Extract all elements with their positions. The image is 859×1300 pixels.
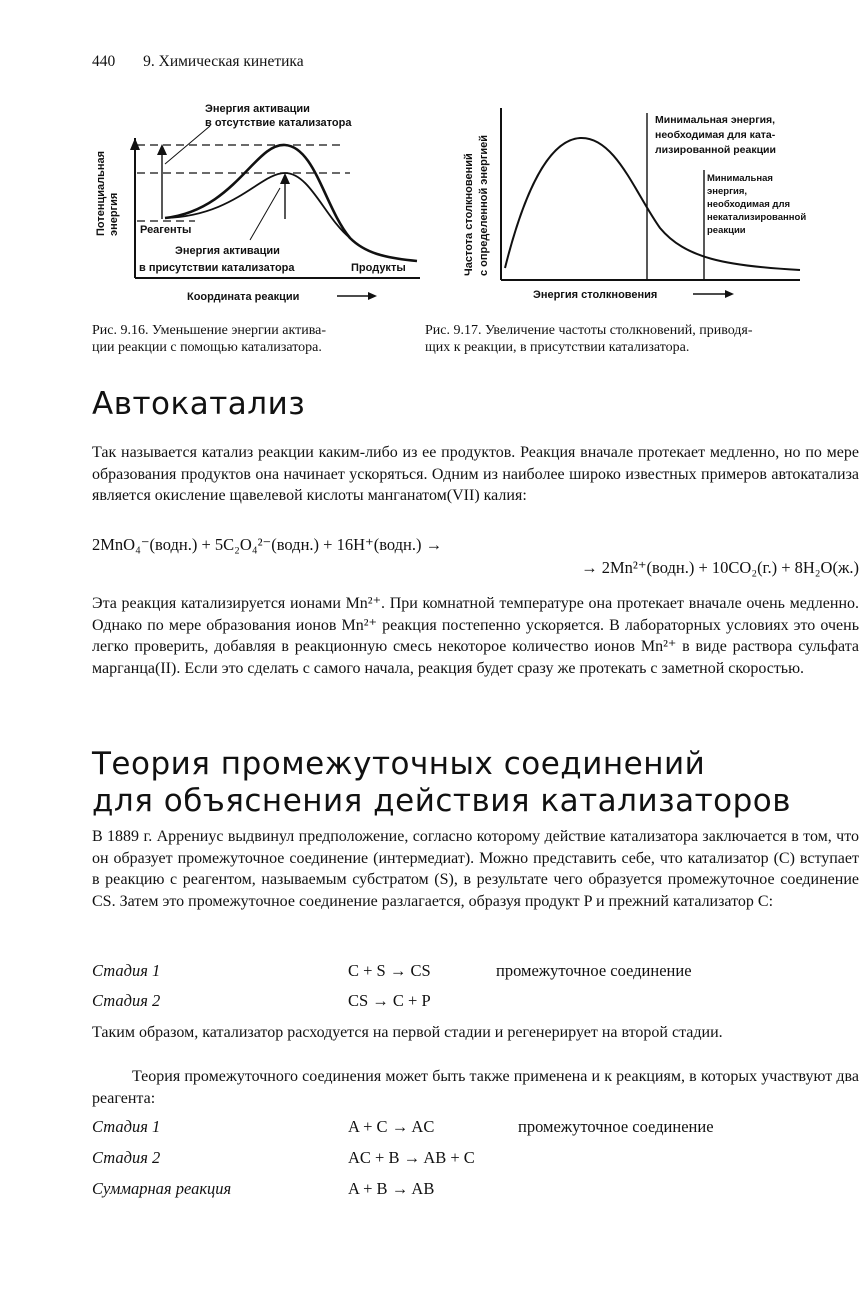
stage-reaction: CS → C + P [348,991,431,1010]
stage-label: Стадия 2 [92,991,161,1010]
label-min-uncat-5: реакции [707,225,746,236]
figure-9-17-caption [425,322,753,356]
x-axis-label: Координата реакции [187,291,300,303]
stage-label: Стадия 1 [92,961,161,980]
label-ea-cat-2: в присутствии катализатора [139,262,295,274]
label-ea-cat-1: Энергия активации [175,245,280,257]
x-axis-label-arrow-icon [725,290,734,298]
stage-note: промежуточное соединение [518,1117,714,1136]
stage-reaction: AC + B → AB + C [348,1148,475,1167]
stage-reaction: A + B → AB [348,1179,435,1198]
ea-cat-arrow-head-icon [280,173,290,184]
label-ea-uncat-2: в отсутствие катализатора [205,117,352,129]
y-axis-label-1: Потенциальная [95,150,107,236]
ea-uncat-arrow-head-icon [157,144,167,155]
figure-9-16-diagram [85,98,430,310]
catalyzed-curve [165,173,350,238]
label-products: Продукты [351,262,406,274]
label-min-cat-3: лизированной реакции [655,144,776,156]
figure-9-17 [455,98,845,310]
stage-note: промежуточное соединение [496,961,692,980]
section-title-line-2: для объяснения действия катализаторов [92,783,792,819]
label-min-uncat-2: энергия, [707,186,748,197]
chapter-title: 9. Химическая кинетика [143,53,304,70]
stage-reaction: A + C → AC [348,1117,435,1136]
leader-cat [250,188,280,240]
equation-line-2: → 2Mn²⁺(водн.) + 10CO₂(г.) + 8H₂O(ж.) [581,558,859,577]
section-title-line-1: Теория промежуточных соединений [92,746,706,782]
label-min-uncat-1: Минимальная [707,173,773,184]
figure-9-16-caption [92,322,326,356]
autocatalysis-paragraph-1: Так называется катализ реакции каким-либо из ее продуктов. Реакция вначале протекает медленно, но по мере образования продуктов она начинает ускоряться. Одним из наиболее широко известных примеров автокатализа является окисление щавелевой кислоты манганатом(VII) калия: [92,444,859,504]
caption-line: щих к реакции, в присутствии катализатора. [425,340,690,355]
label-min-uncat-3: необходимая для [707,199,791,210]
label-reagents: Реагенты [140,224,192,236]
intermediate-paragraph-3: Теория промежуточного соединения может быть также применена и к реакциям, в которых участвуют два реагента: [92,1068,859,1107]
intermediate-paragraph-1: В 1889 г. Аррениус выдвинул предположение, согласно которому действие катализатора заключается в том, что он образует промежуточное соединение (интермедиат). Можно представить себе, что катализатор (C) вступает в реакцию с реагентом, называемым субстратом (S), в результате чего образуется промежуточное соединение CS. Затем это промежуточное соединение разлагается, образуя продукт P и прежний катализатор C: [92,828,859,910]
label-ea-uncat-1: Энергия активации [205,103,310,115]
x-axis-label: Энергия столкновения [533,289,658,301]
y-axis-label-2: с определенной энергией [478,134,490,276]
caption-line: Рис. 9.16. Уменьшение энергии актива- [92,323,327,338]
label-min-cat-1: Минимальная энергия, [655,114,776,126]
figure-9-16 [85,98,430,310]
caption-line: Рис. 9.17. Увеличение частоты столкновений, приводя- [425,323,753,338]
figure-9-17-diagram [455,98,845,310]
section-title-autocatalysis: Автокатализ [92,386,306,422]
stage-label: Стадия 2 [92,1148,161,1167]
y-axis-arrow-icon [130,138,140,150]
stage-reaction: C + S → CS [348,961,431,980]
equation-line-1: 2MnO₄⁻(водн.) + 5C₂O₄²⁻(водн.) + 16H⁺(водн.) → [92,535,443,554]
intermediate-paragraph-2: Таким образом, катализатор расходуется на первой стадии и регенерирует на второй стадии. [92,1024,723,1041]
page-number: 440 [92,53,116,70]
stage-label: Суммарная реакция [92,1179,232,1198]
stage-label: Стадия 1 [92,1117,161,1136]
y-axis-label-1: Частота столкновений [463,153,475,276]
caption-line: ции реакции с помощью катализатора. [92,340,322,355]
autocatalysis-paragraph-2: Эта реакция катализируется ионами Mn²⁺. При комнатной температуре она протекает вначале очень медленно. Однако по мере образования ионов Mn²⁺ реакция постепенно ускоряется. В лабораторных условиях это очень легко проверить, добавляя в реакционную смесь некоторое количество ионов Mn²⁺ в виде раствора сульфата марганца(II). Если это сделать с самого начала, реакция будет сразу же протекать с заметной скоростью. [92,595,859,677]
x-axis-label-arrow-icon [368,292,377,300]
label-min-cat-2: необходимая для ката- [655,129,776,141]
running-header [92,53,304,71]
y-axis-label-2: энергия [108,192,120,236]
label-min-uncat-4: некатализированной [707,212,807,223]
uncatalyzed-curve [165,145,417,261]
section-title-intermediate-theory [92,746,791,820]
